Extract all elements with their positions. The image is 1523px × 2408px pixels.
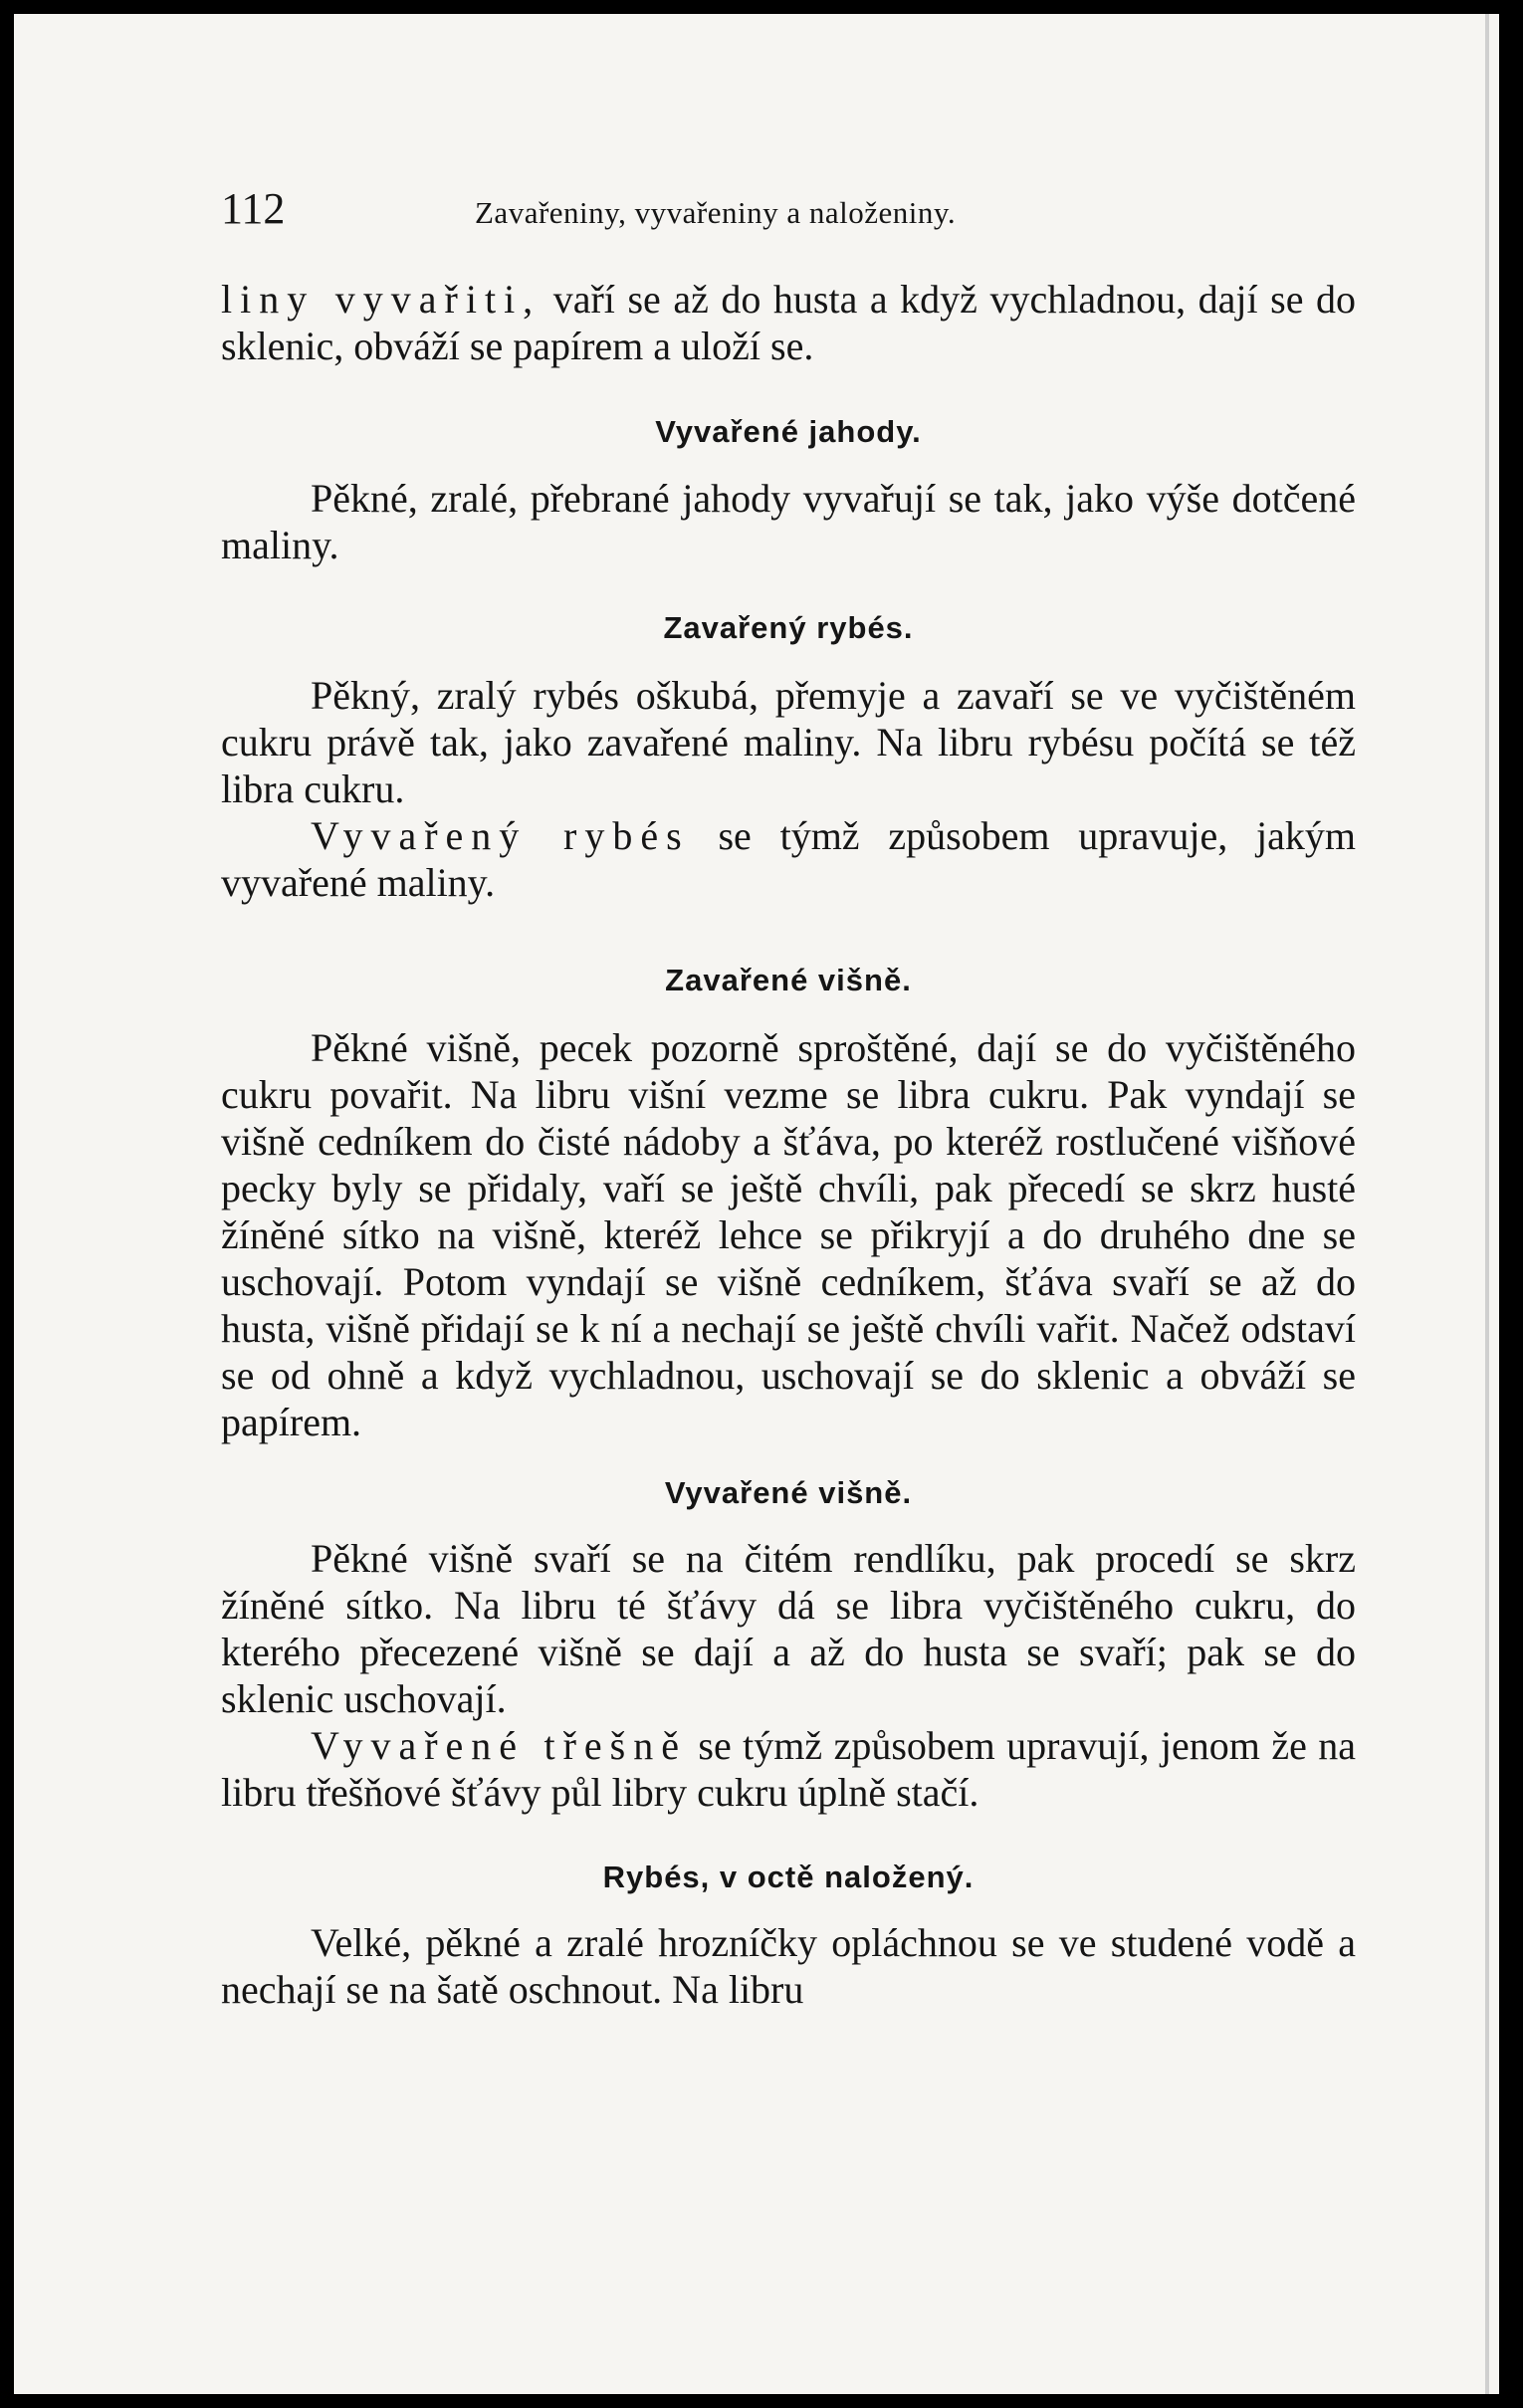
page-header xyxy=(221,183,1356,234)
section-heading: Zavařený rybés. xyxy=(663,610,914,645)
spaced-term: Vyvařený rybés xyxy=(311,813,690,858)
paragraph: Pěkné, zralé, přebrané jahody vyvařují se tak, jako výše dotčené maliny. xyxy=(221,476,1356,567)
paragraph: Pěkné višně, pecek pozorně sproštěné, dají se do vyčištěného cukru povařit. Na libru višní vezme se libra cukru. Pak vyndají se višně cedníkem do čisté nádoby a šťáva, po kteréž rostlučené višňové pecky byly se přidaly, vaří se ještě chvíli, pak přecedí se skrz husté žíněné sítko na višně, kteréž lehce se přikryjí a do druhého dne se uschovají. Potom vyndají se višně cedníkem, šťáva svaří se až do husta, višně přidají se k ní a nechají se ještě chvíli vařit. Načež odstaví se od ohně a když vychladnou, uschovají se do sklenic a obváží se papírem. xyxy=(221,1025,1356,1444)
page-edge xyxy=(1485,14,1489,2394)
paragraph xyxy=(221,812,1356,906)
paragraph-text: vaří se až do husta a když vychladnou, dají se do sklenic, obváží se papírem a uloží se. xyxy=(221,277,1356,368)
paragraph: Velké, pěkné a zralé hrozníčky opláchnou se ve studené vodě a nechají se na šatě oschnout. Na libru xyxy=(221,1920,1356,2012)
paragraph xyxy=(221,1722,1356,1816)
paragraph: Pěkné višně svaří se na čitém rendlíku, pak procedí se skrz žíněné sítko. Na libru té šťávy dá se libra vyčištěného cukru, do kterého přecezené višně se dají a až do husta se svaří; pak se do sklenic uschovají. xyxy=(221,1536,1356,1721)
running-title: Zavařeniny, vyvařeniny a naloženiny. xyxy=(475,195,957,230)
paragraph xyxy=(221,276,1356,369)
page-content xyxy=(221,183,1356,2013)
paragraph-text: se týmž způsobem upravují, jenom že na libru třešňové šťávy půl libry cukru úplně stačí. xyxy=(221,1723,1357,1815)
paragraph: Pěkný, zralý rybés oškubá, přemyje a zavaří se ve vyčištěném cukru právě tak, jako zavařené maliny. Na libru rybésu počítá se též libra cukru. xyxy=(221,673,1356,811)
page-number: 112 xyxy=(221,184,286,233)
section-heading: Zavařené višně. xyxy=(665,963,912,997)
section-heading: Vyvařené jahody. xyxy=(655,414,922,449)
spaced-term: liny vyvařiti, xyxy=(221,277,542,322)
paragraph-text: se týmž způsobem upravuje, jakým vyvařené maliny. xyxy=(221,813,1356,905)
book-page xyxy=(14,14,1499,2394)
spaced-term: Vyvařené třešně xyxy=(311,1723,687,1768)
section-heading: Rybés, v octě naložený. xyxy=(602,1860,975,1894)
section-heading: Vyvařené višně. xyxy=(664,1475,913,1510)
